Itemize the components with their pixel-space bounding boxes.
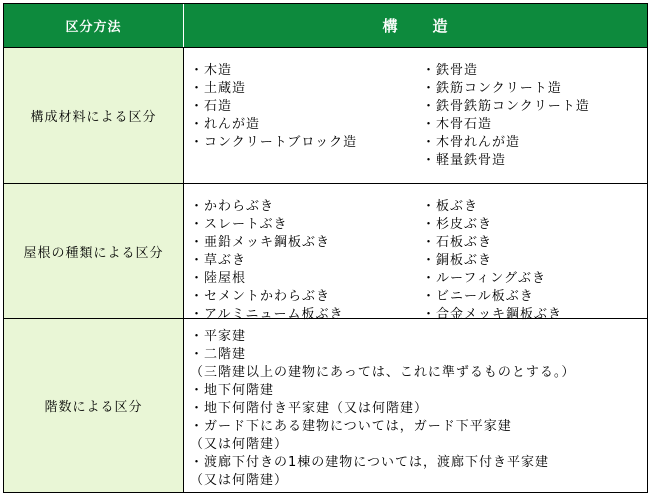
list-item: ・平家建 [190,329,247,344]
list-item: ・鉄骨造 [422,63,479,78]
table-row-floors [4,318,647,492]
list-item: （又は何階建） [190,437,289,452]
list-item: ・亜鉛メッキ鋼板ぶき [190,235,331,250]
list-item: ・コンクリートブロック造 [190,135,358,150]
list-item: ・鉄筋コンクリート造 [422,81,562,96]
list-item: ・杉皮ぶき [422,217,493,232]
structure-classification-table [3,3,648,493]
structure-cell [184,48,647,183]
list-item: ・スレートぶき [190,217,288,232]
list-item: ・ガード下にある建物については，ガード下平家建 [190,419,512,434]
list-item: ・地下何階建 [190,383,275,398]
list-item: ・地下何階付き平家建（又は何階建） [190,401,429,416]
structure-list-left [190,198,343,324]
list-item: ・木造 [190,63,233,78]
list-item: ・れんが造 [190,117,261,132]
header-classification-method [4,4,184,47]
list-item: （又は何階建） [190,473,289,488]
list-item: ・石造 [190,99,233,114]
header-left-label: 区分方法 [65,20,122,35]
table-header-row [4,4,647,47]
category-cell [4,319,184,492]
category-label: 構成材料による区分 [30,110,157,125]
table-row-roof [4,183,647,322]
list-item: ・二階建 [190,347,247,362]
list-item: ・ビニール板ぶき [422,289,534,304]
structure-list-left [190,62,357,152]
list-item: ・渡廊下付きの1棟の建物については，渡廊下付き平家建 [190,455,550,470]
list-item: ・木骨石造 [422,117,493,132]
list-item: ・かわらぶき [190,199,275,214]
list-item: ・軽量鉄骨造 [422,153,507,168]
category-label: 屋根の種類による区分 [23,245,164,261]
header-right-char-2: 造 [432,17,449,35]
category-cell [4,184,184,318]
list-item: ・木骨れんが造 [422,135,521,150]
list-item: ・板ぶき [422,199,479,214]
list-item: ・石板ぶき [422,235,493,250]
list-item: ・合金メッキ鋼板ぶき [422,307,563,322]
structure-cell [184,184,647,322]
list-item: ・鉄骨鉄筋コンクリート造 [422,99,590,114]
header-right-char-1: 構 [382,17,399,35]
list-item: ・陸屋根 [190,271,247,286]
structure-cell [184,319,647,492]
table-row-material [4,47,647,183]
structure-list-right [422,198,562,324]
list-item: （三階建以上の建物にあっては、これに準ずるものとする。） [190,365,576,380]
list-item: ・アルミニューム板ぶき [190,307,344,322]
list-item: ・セメントかわらぶき [190,289,331,304]
list-item: ・銅板ぶき [422,253,493,268]
list-item: ・ルーフィングぶき [422,271,547,286]
list-item: ・土蔵造 [190,81,247,96]
structure-list-right [422,62,590,170]
structure-list-left [190,328,575,490]
header-structure [184,4,647,47]
category-cell [4,48,184,183]
category-label: 階数による区分 [44,400,143,415]
list-item: ・草ぶき [190,253,247,268]
